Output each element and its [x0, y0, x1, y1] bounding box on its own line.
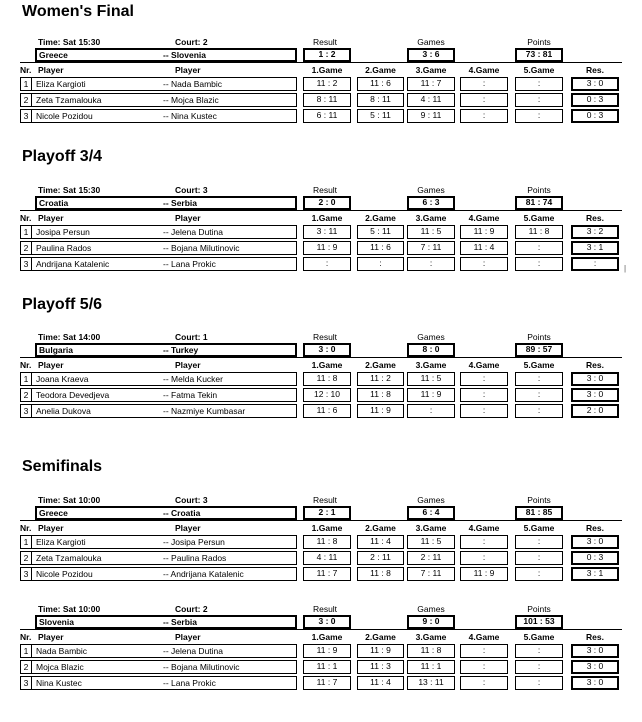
score-g1: 11 : 7 [303, 676, 351, 690]
match-points: 73 : 81 [515, 48, 563, 62]
stray-mark: | [624, 264, 627, 273]
score-g1: : [303, 257, 351, 271]
score-g4: : [460, 404, 508, 418]
score-g1: 11 : 1 [303, 660, 351, 674]
score-g1: 11 : 8 [303, 372, 351, 386]
team2-name: -- Slovenia [163, 50, 206, 60]
score-g3: 11 : 9 [407, 388, 455, 402]
points-label: Points [527, 495, 551, 505]
score-g5: : [515, 644, 563, 658]
games-label: Games [417, 37, 445, 47]
score-g2: 11 : 4 [357, 535, 404, 549]
score-g5: : [515, 77, 563, 91]
match-result: 3 : 0 [303, 343, 351, 357]
score-res: : [571, 257, 619, 271]
col-game-1: 1.Game [311, 632, 343, 642]
score-res: 3 : 0 [571, 676, 619, 690]
match-block-semifinal-1 [20, 494, 622, 613]
col-res: Res. [586, 65, 604, 75]
score-g3: : [407, 257, 455, 271]
row-nr: 1 [23, 537, 29, 547]
player-home: Nicole Pozidou [36, 111, 93, 121]
score-g3: 9 : 11 [407, 109, 455, 123]
score-res: 3 : 0 [571, 372, 619, 386]
score-res: 3 : 1 [571, 241, 619, 255]
col-game-3: 3.Game [415, 523, 447, 533]
header-divider [20, 520, 622, 521]
score-g2: 2 : 11 [357, 551, 404, 565]
player-away: -- Nina Kustec [163, 111, 217, 121]
score-g5: : [515, 535, 563, 549]
score-g2: 5 : 11 [357, 225, 404, 239]
score-g3: : [407, 404, 455, 418]
section-title-semifinals: Semifinals [22, 458, 103, 475]
match-time: Time: Sat 15:30 [38, 185, 101, 195]
score-g3: 4 : 11 [407, 93, 455, 107]
match-points: 89 : 57 [515, 343, 563, 357]
score-g3: 11 : 5 [407, 535, 455, 549]
score-g4: : [460, 644, 508, 658]
score-res: 3 : 0 [571, 644, 619, 658]
col-game-4: 4.Game [468, 523, 500, 533]
score-g5: : [515, 241, 563, 255]
player-away: -- Lana Prokic [163, 678, 216, 688]
row-nr: 3 [23, 406, 29, 416]
score-g2: 11 : 8 [357, 567, 404, 581]
section-title-playoff-3-4: Playoff 3/4 [22, 148, 103, 165]
player-away: -- Josipa Persun [163, 537, 225, 547]
score-g5: : [515, 551, 563, 565]
col-game-2: 2.Game [365, 523, 396, 533]
score-g2: 11 : 8 [357, 388, 404, 402]
games-label: Games [417, 495, 445, 505]
score-g5: : [515, 404, 563, 418]
match-result: 1 : 2 [303, 48, 351, 62]
player-home: Zeta Tzamalouka [36, 95, 102, 105]
header-divider [20, 357, 622, 358]
score-g1: 11 : 6 [303, 404, 351, 418]
player-away: -- Bojana Milutinovic [163, 243, 240, 253]
score-g3: 11 : 8 [407, 644, 455, 658]
col-nr: Nr. [20, 213, 32, 223]
player-home: Mojca Blazic [36, 662, 84, 672]
result-label: Result [312, 185, 338, 195]
row-nr: 3 [23, 259, 29, 269]
score-res: 3 : 2 [571, 225, 619, 239]
match-court: Court: 2 [175, 37, 208, 47]
header-divider [20, 210, 622, 211]
row-nr: 2 [23, 95, 29, 105]
team2-name: -- Croatia [163, 508, 201, 518]
match-games: 8 : 0 [407, 343, 455, 357]
col-player-2: Player [175, 65, 201, 75]
col-game-4: 4.Game [468, 360, 500, 370]
col-game-5: 5.Game [523, 213, 555, 223]
player-away: -- Bojana Milutinovic [163, 662, 240, 672]
col-game-4: 4.Game [468, 65, 500, 75]
score-g4: : [460, 109, 508, 123]
player-home: Eliza Kargioti [36, 79, 86, 89]
score-g2: 11 : 4 [357, 676, 404, 690]
score-g4: 11 : 9 [460, 567, 508, 581]
col-player-1: Player [38, 360, 64, 370]
score-res: 3 : 0 [571, 660, 619, 674]
score-g1: 11 : 9 [303, 644, 351, 658]
col-game-1: 1.Game [311, 360, 343, 370]
score-g5: 11 : 8 [515, 225, 563, 239]
score-g5: : [515, 109, 563, 123]
col-player-2: Player [175, 213, 201, 223]
score-g3: 11 : 7 [407, 77, 455, 91]
score-g4: : [460, 388, 508, 402]
score-g2: 5 : 11 [357, 109, 404, 123]
score-g3: 7 : 11 [407, 567, 455, 581]
player-home: Josipa Persun [36, 227, 90, 237]
match-points: 81 : 74 [515, 196, 563, 210]
games-label: Games [417, 185, 445, 195]
col-res: Res. [586, 360, 604, 370]
score-g1: 11 : 9 [303, 241, 351, 255]
score-g4: : [460, 551, 508, 565]
col-game-4: 4.Game [468, 213, 500, 223]
score-g5: : [515, 93, 563, 107]
col-game-3: 3.Game [415, 65, 447, 75]
row-nr: 2 [23, 662, 29, 672]
col-player-1: Player [38, 523, 64, 533]
col-game-2: 2.Game [365, 632, 396, 642]
score-g5: : [515, 388, 563, 402]
col-game-2: 2.Game [365, 213, 396, 223]
match-block-playoff-5-6 [20, 331, 622, 450]
col-game-2: 2.Game [365, 65, 396, 75]
score-g1: 11 : 2 [303, 77, 351, 91]
header-divider [20, 62, 622, 63]
col-game-4: 4.Game [468, 632, 500, 642]
score-g4: : [460, 77, 508, 91]
player-home: Zeta Tzamalouka [36, 553, 102, 563]
match-time: Time: Sat 10:00 [38, 604, 101, 614]
score-g2: 8 : 11 [357, 93, 404, 107]
col-res: Res. [586, 523, 604, 533]
match-block-semifinal-2 [20, 603, 622, 722]
player-away: -- Jelena Dutina [163, 227, 224, 237]
score-g1: 11 : 7 [303, 567, 351, 581]
player-home: Eliza Kargioti [36, 537, 86, 547]
col-nr: Nr. [20, 632, 32, 642]
games-label: Games [417, 332, 445, 342]
result-label: Result [312, 37, 338, 47]
points-label: Points [527, 37, 551, 47]
score-g2: 11 : 9 [357, 644, 404, 658]
match-time: Time: Sat 15:30 [38, 37, 101, 47]
score-g5: : [515, 257, 563, 271]
score-g2: 11 : 6 [357, 77, 404, 91]
score-res: 3 : 0 [571, 77, 619, 91]
score-g4: : [460, 660, 508, 674]
match-points: 81 : 85 [515, 506, 563, 520]
player-away: -- Nazmiye Kumbasar [163, 406, 246, 416]
score-g2: 11 : 2 [357, 372, 404, 386]
col-player-1: Player [38, 65, 64, 75]
team1-name: Croatia [39, 198, 69, 208]
player-home: Andrijana Katalenic [36, 259, 110, 269]
score-g2: : [357, 257, 404, 271]
player-home: Nicole Pozidou [36, 569, 93, 579]
row-nr: 3 [23, 569, 29, 579]
col-player-1: Player [38, 213, 64, 223]
match-court: Court: 2 [175, 604, 208, 614]
col-game-2: 2.Game [365, 360, 396, 370]
team1-name: Greece [39, 508, 68, 518]
player-away: -- Mojca Blazic [163, 95, 219, 105]
score-res: 0 : 3 [571, 109, 619, 123]
score-g3: 11 : 5 [407, 372, 455, 386]
player-home: Nada Bambic [36, 646, 88, 656]
row-nr: 2 [23, 553, 29, 563]
score-g5: : [515, 676, 563, 690]
score-res: 3 : 0 [571, 535, 619, 549]
match-court: Court: 3 [175, 495, 208, 505]
score-res: 0 : 3 [571, 551, 619, 565]
col-game-1: 1.Game [311, 523, 343, 533]
header-divider [20, 629, 622, 630]
score-g3: 11 : 1 [407, 660, 455, 674]
score-g1: 3 : 11 [303, 225, 351, 239]
match-games: 9 : 0 [407, 615, 455, 629]
row-nr: 1 [23, 227, 29, 237]
player-home: Joana Kraeva [36, 374, 89, 384]
col-player-2: Player [175, 523, 201, 533]
score-res: 2 : 0 [571, 404, 619, 418]
col-nr: Nr. [20, 360, 32, 370]
col-game-5: 5.Game [523, 65, 555, 75]
score-g1: 8 : 11 [303, 93, 351, 107]
match-block-womens-final [20, 36, 622, 155]
score-g1: 12 : 10 [303, 388, 351, 402]
match-time: Time: Sat 10:00 [38, 495, 101, 505]
team2-name: -- Turkey [163, 345, 199, 355]
score-g4: : [460, 535, 508, 549]
row-nr: 1 [23, 79, 29, 89]
games-label: Games [417, 604, 445, 614]
col-nr: Nr. [20, 523, 32, 533]
team2-name: -- Serbia [163, 198, 198, 208]
player-away: -- Fatma Tekin [163, 390, 218, 400]
section-title-playoff-5-6: Playoff 5/6 [22, 296, 103, 313]
team1-name: Slovenia [39, 617, 74, 627]
score-g4: 11 : 9 [460, 225, 508, 239]
score-g4: : [460, 372, 508, 386]
col-player-2: Player [175, 360, 201, 370]
section-title-womens-final: Women's Final [22, 3, 134, 20]
score-g4: : [460, 676, 508, 690]
score-g5: : [515, 660, 563, 674]
col-player-2: Player [175, 632, 201, 642]
score-g3: 13 : 11 [407, 676, 455, 690]
team2-name: -- Serbia [163, 617, 198, 627]
player-away: -- Nada Bambic [163, 79, 223, 89]
row-nr: 1 [23, 374, 29, 384]
player-home: Teodora Devedjeva [36, 390, 110, 400]
player-home: Paulina Rados [36, 243, 92, 253]
player-home: Nina Kustec [36, 678, 82, 688]
match-games: 6 : 4 [407, 506, 455, 520]
result-label: Result [312, 332, 338, 342]
col-game-1: 1.Game [311, 213, 343, 223]
score-g1: 11 : 8 [303, 535, 351, 549]
col-res: Res. [586, 632, 604, 642]
col-nr: Nr. [20, 65, 32, 75]
col-game-5: 5.Game [523, 523, 555, 533]
match-court: Court: 1 [175, 332, 208, 342]
result-label: Result [312, 495, 338, 505]
score-res: 0 : 3 [571, 93, 619, 107]
match-games: 6 : 3 [407, 196, 455, 210]
score-g1: 4 : 11 [303, 551, 351, 565]
match-games: 3 : 6 [407, 48, 455, 62]
match-points: 101 : 53 [515, 615, 563, 629]
col-res: Res. [586, 213, 604, 223]
score-g3: 2 : 11 [407, 551, 455, 565]
row-nr: 2 [23, 390, 29, 400]
score-g4: 11 : 4 [460, 241, 508, 255]
player-away: -- Lana Prokic [163, 259, 216, 269]
match-court: Court: 3 [175, 185, 208, 195]
row-nr: 2 [23, 243, 29, 253]
row-nr: 1 [23, 646, 29, 656]
player-home: Anelia Dukova [36, 406, 91, 416]
score-g2: 11 : 9 [357, 404, 404, 418]
match-time: Time: Sat 14:00 [38, 332, 101, 342]
score-res: 3 : 1 [571, 567, 619, 581]
score-g3: 11 : 5 [407, 225, 455, 239]
match-result: 2 : 1 [303, 506, 351, 520]
points-label: Points [527, 185, 551, 195]
col-game-5: 5.Game [523, 360, 555, 370]
score-g2: 11 : 6 [357, 241, 404, 255]
col-game-3: 3.Game [415, 632, 447, 642]
player-away: -- Paulina Rados [163, 553, 227, 563]
team1-name: Greece [39, 50, 68, 60]
col-game-3: 3.Game [415, 360, 447, 370]
team1-name: Bulgaria [39, 345, 74, 355]
match-block-playoff-3-4 [20, 184, 622, 303]
score-g4: : [460, 93, 508, 107]
player-away: -- Melda Kucker [163, 374, 223, 384]
col-game-5: 5.Game [523, 632, 555, 642]
row-nr: 3 [23, 678, 29, 688]
score-g5: : [515, 372, 563, 386]
col-game-1: 1.Game [311, 65, 343, 75]
match-result: 2 : 0 [303, 196, 351, 210]
row-nr: 3 [23, 111, 29, 121]
score-g1: 6 : 11 [303, 109, 351, 123]
player-away: -- Andrijana Katalenic [163, 569, 244, 579]
score-g4: : [460, 257, 508, 271]
col-player-1: Player [38, 632, 64, 642]
score-g5: : [515, 567, 563, 581]
points-label: Points [527, 332, 551, 342]
col-game-3: 3.Game [415, 213, 447, 223]
player-away: -- Jelena Dutina [163, 646, 224, 656]
score-res: 3 : 0 [571, 388, 619, 402]
points-label: Points [527, 604, 551, 614]
score-g2: 11 : 3 [357, 660, 404, 674]
score-g3: 7 : 11 [407, 241, 455, 255]
result-label: Result [312, 604, 338, 614]
match-result: 3 : 0 [303, 615, 351, 629]
